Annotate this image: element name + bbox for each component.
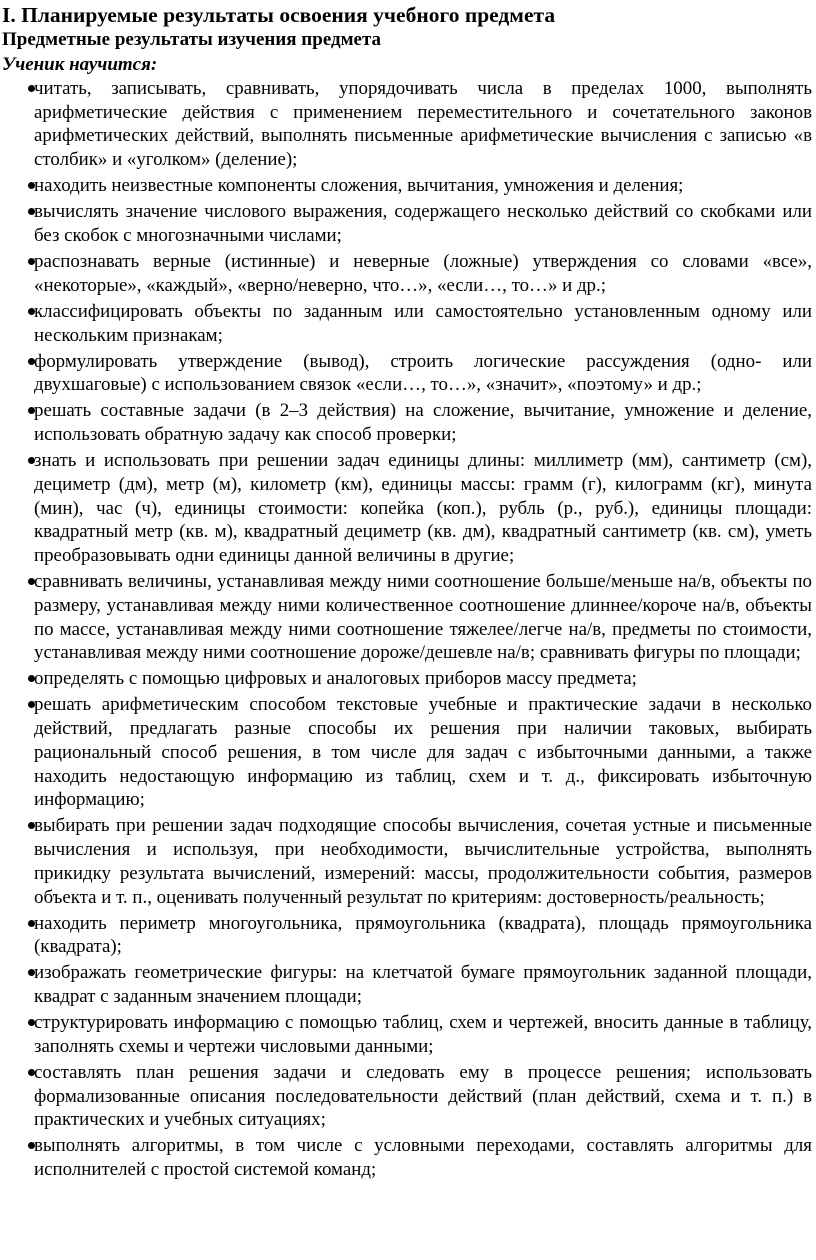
list-item (2, 300, 812, 347)
list-item-text: выполнять алгоритмы, в том числе с условными переходами, составлять алгоритмы для исполнителей с простой системой команд; (34, 1135, 812, 1181)
list-item (2, 693, 812, 812)
list-item-text: знать и использовать при решении задач единицы длины: миллиметр (мм), сантиметр (см), дециметр (дм), метр (м), километр (км), единицы массы: грамм (г), килограмм (кг), минута (мин), час (ч), единицы стоимости: копейка (коп.), рубль (р., руб.), единицы площади: квадратный метр (кв. м), квадратный дециметр (кв. дм), квадратный сантиметр (кв. см), уметь преобразовывать одни единицы данной величины в другие; (34, 450, 812, 567)
list-item (2, 449, 812, 568)
list-item-text: формулировать утверждение (вывод), строить логические рассуждения (одно- или двухшаговые) с использованием связок «если…, то…», «значит», «поэтому» и др.; (34, 350, 812, 396)
list-item (2, 667, 812, 691)
list-item (2, 250, 812, 297)
section-label: Ученик научится: (2, 54, 158, 75)
list-item-text: находить неизвестные компоненты сложения, вычитания, умножения и деления; (34, 175, 684, 197)
document-title: I. Планируемые результаты освоения учебного предмета (2, 3, 556, 27)
list-item (2, 174, 812, 198)
list-item-text: определять с помощью цифровых и аналоговых приборов массу предмета; (34, 668, 637, 690)
document-subtitle: Предметные результаты изучения предмета (2, 29, 382, 50)
list-item (2, 814, 812, 909)
list-item-text: сравнивать величины, устанавливая между ними соотношение больше/меньше на/в, объекты по размеру, устанавливая между ними количественное соотношение длиннее/короче на/в, объекты по массе, устанавливая между ними соотношение тяжелее/легче на/в, предметы по стоимости, устанавливая между ними соотношение дороже/дешевле на/в; сравнивать фигуры по площади; (34, 571, 812, 664)
list-item (2, 200, 812, 247)
list-item (2, 77, 812, 172)
list-item-text: изображать геометрические фигуры: на клетчатой бумаге прямоугольник заданной площади, квадрат с заданным значением площади; (34, 962, 812, 1008)
list-item-text: распознавать верные (истинные) и неверные (ложные) утверждения со словами «все», «некоторые», «каждый», «верно/неверно, что…», «если…, то…» и др.; (34, 251, 812, 296)
list-item (2, 961, 812, 1008)
list-item-text: находить периметр многоугольника, прямоугольника (квадрата), площадь прямоугольника (квадрата); (34, 912, 812, 958)
list-item (2, 1134, 812, 1181)
list-item (2, 1061, 812, 1132)
list-item (2, 912, 812, 959)
list-item (2, 399, 812, 446)
list-item-text: структурировать информацию с помощью таблиц, схем и чертежей, вносить данные в таблицу, заполнять схемы и чертежи числовыми данными; (34, 1012, 812, 1057)
list-item-text: решать составные задачи (в 2–3 действия) на сложение, вычитание, умножение и деление, использовать обратную задачу как способ проверки; (34, 400, 812, 446)
list-item-text: читать, записывать, сравнивать, упорядочивать числа в пределах 1000, выполнять арифметические действия с применением переместительного и сочетательного законов арифметических действий, выполнять письменные арифметические вычисления с записью «в столбик» и «уголком» (деление); (34, 78, 812, 171)
list-item-text: выбирать при решении задач подходящие способы вычисления, сочетая устные и письменные вычисления и используя, при необходимости, вычислительные устройства, выполнять прикидку результата вычислений, измерений: массы, продолжительности события, размеров объекта и т. п., оценивать полученный результат по критериям: достоверность/реальность; (34, 815, 812, 908)
list-item (2, 350, 812, 397)
list-item-text: решать арифметическим способом текстовые учебные и практические задачи в несколько действий, предлагать разные способы их решения при наличии таковых, выбирать рациональный способ решения, в том числе для задач с избыточными данными, а также находить недостающую информацию из таблиц, схем и т. д., фиксировать избыточную информацию; (34, 694, 812, 811)
list-item (2, 570, 812, 665)
list-item-text: классифицировать объекты по заданным или самостоятельно установленным одному или нескольким признакам; (34, 300, 812, 346)
list-item-text: составлять план решения задачи и следовать ему в процессе решения; использовать формализованные описания последовательности действий (план действий, схема и т. п.) в практических и учебных ситуациях; (34, 1061, 812, 1131)
list-item-text: вычислять значение числового выражения, содержащего несколько действий со скобками или без скобок с многозначными числами; (34, 201, 812, 246)
outcomes-list (2, 77, 812, 1182)
list-item (2, 1011, 812, 1058)
